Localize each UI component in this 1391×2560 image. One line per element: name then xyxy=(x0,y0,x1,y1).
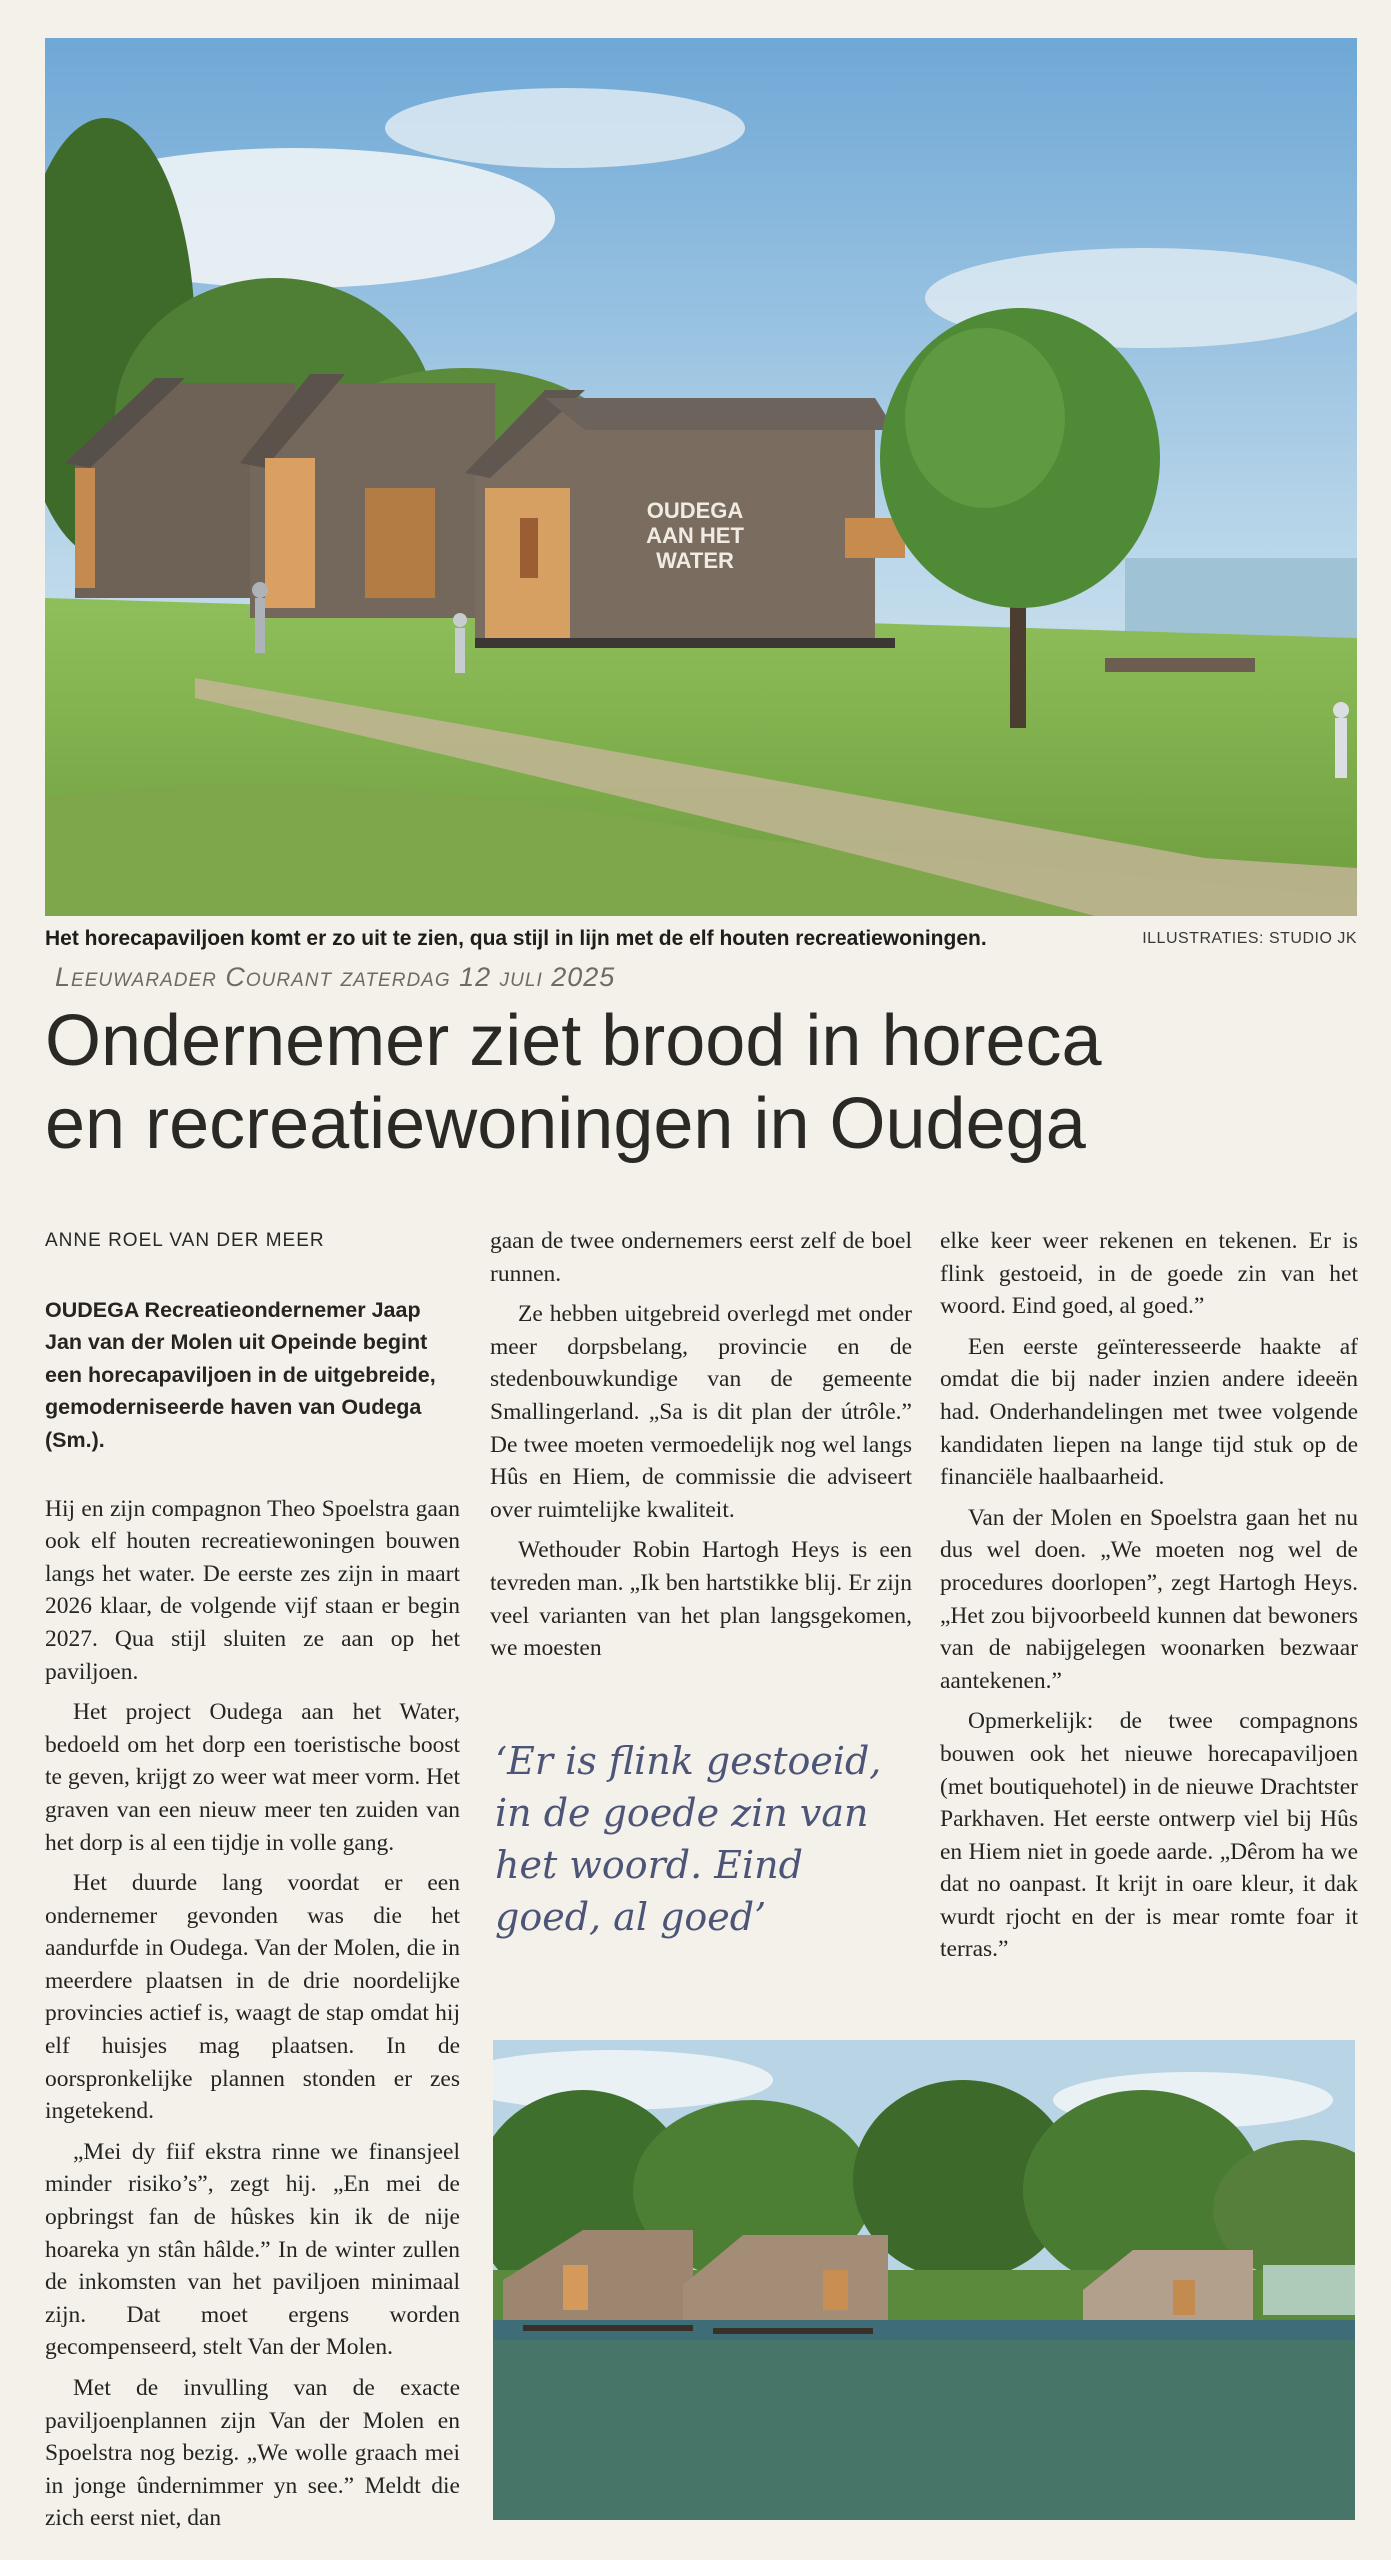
byline: ANNE ROEL VAN DER MEER xyxy=(45,1230,325,1251)
paragraph: Wethouder Robin Hartogh Heys is een tevreden man. „Ik ben hartstikke blij. Er zijn veel varianten van het plan langsgekomen, we moesten xyxy=(490,1537,912,1662)
pavilion-illustration-drawing xyxy=(45,38,1357,916)
sign-line1: OUDEGA xyxy=(646,498,744,523)
paragraph: Het project Oudega aan het Water, bedoeld om het dorp een toeristische boost te geven, krijgt zo weer wat meer vorm. Het graven van een nieuw meer ten zuiden van het dorp is al een tijdje in volle gang. xyxy=(45,1699,461,1856)
lead-paragraph: OUDEGA Recreatieondernemer Jaap Jan van der Molen uit Opeinde begint een horecapaviljoen in de uitgebreide, gemoderniseerde haven van Oudega (Sm.). xyxy=(45,1297,436,1452)
sign-line2: AAN HET xyxy=(646,523,744,548)
paragraph: Ze hebben uitgebreid overlegd met onder meer dorpsbelang, provincie en de stedenbouwkundige van de gemeente Smallingerland. „Sa is dit plan der útrôle.” De twee moeten vermoedelijk nog wel langs Hûs en Hiem, de commissie die adviseert over ruimtelijke kwaliteit. xyxy=(490,1301,912,1523)
headline-line1: Ondernemer ziet brood in horeca xyxy=(45,1001,1102,1081)
photo-credit: ILLUSTRATIES: STUDIO JK xyxy=(1142,930,1357,947)
paragraph: Met de invulling van de exacte paviljoenplannen zijn Van der Molen en Spoelstra nog bezig. „We wolle graach mei in jonge ûndernimmer yn see.” Meldt die zich eerst niet, dan xyxy=(45,2375,460,2532)
dateline: Leeuwarader Courant zaterdag 12 juli 2025 xyxy=(55,962,616,992)
paragraph: Het duurde lang voordat er een ondernemer gevonden was die het aandurfde in Oudega. Van der Molen, die in meerdere plaatsen in de drie noordelijke provincies actief is, waagt de stap omdat hij elf huisjes mag plaatsen. In de oorspronkelijke plannen stonden er zes ingetekend. xyxy=(45,1870,460,2125)
cabins-illustration-drawing xyxy=(493,2040,1355,2520)
paragraph: elke keer weer rekenen en tekenen. Er is flink gestoeid, in de goede zin van het woord. Eind goed, al goed.” xyxy=(940,1228,1358,1320)
pavilion-illustration xyxy=(45,38,1357,916)
paragraph: „Mei dy fiif ekstra rinne we finansjeel minder risiko’s”, zegt hij. „En mei de opbringst fan de hûskes kin ik de nije hoareka yn stân hâlde.” In de winter zullen de inkomsten van het paviljoen minimaal zijn. Dat moet ergens worden gecompenseerd, stelt Van der Molen. xyxy=(45,2138,460,2361)
paragraph: Een eerste geïnteresseerde haakte af omdat die bij nader inzien andere ideeën had. Onderhandelingen met twee volgende kandidaten liepen na lange tijd stuk op de financiële haalbaarheid. xyxy=(940,1333,1358,1491)
article-column-3 xyxy=(940,1225,1358,1974)
pull-quote: ‘Er is flink gestoeid, in de goede zin van het woord. Eind goed, al goed’ xyxy=(495,1739,882,1939)
sign-line3: WATER xyxy=(656,548,734,573)
article-column-1 xyxy=(45,1225,460,2543)
headline-line2: en recreatiewoningen in Oudega xyxy=(45,1084,1086,1164)
paragraph: Opmerkelijk: de twee compagnons bouwen ook het nieuwe horecapaviljoen (met boutiquehotel) in de nieuwe Drachtster Parkhaven. Het eerste ontwerp viel bij Hûs en Hiem niet in goede aarde. „Dêrom ha we dat no oanpast. It krijt in oare kleur, it dak wurdt rjocht en der is mear romte foar it terras.” xyxy=(940,1708,1358,1963)
article-column-2 xyxy=(490,1225,912,1673)
cabins-illustration xyxy=(493,2040,1355,2520)
caption-text: Het horecapaviljoen komt er zo uit te zien, qua stijl in lijn met de elf houten recreatiewoningen. xyxy=(45,927,987,950)
paragraph: Hij en zijn compagnon Theo Spoelstra gaan ook elf houten recreatiewoningen bouwen langs het water. De eerste zes zijn in maart 2026 klaar, de volgende vijf staan er begin 2027. Qua stijl sluiten ze aan op het paviljoen. xyxy=(45,1495,460,1685)
paragraph: Van der Molen en Spoelstra gaan het nu dus wel doen. „We moeten nog wel de procedures doorlopen”, zegt Hartogh Heys. „Het zou bijvoorbeeld kunnen dat bewoners van de nabijgelegen woonarken bezwaar aantekenen.” xyxy=(940,1504,1358,1694)
headline xyxy=(45,1000,1355,1166)
paragraph: gaan de twee ondernemers eerst zelf de boel runnen. xyxy=(490,1228,912,1287)
photo-caption xyxy=(45,922,1357,956)
